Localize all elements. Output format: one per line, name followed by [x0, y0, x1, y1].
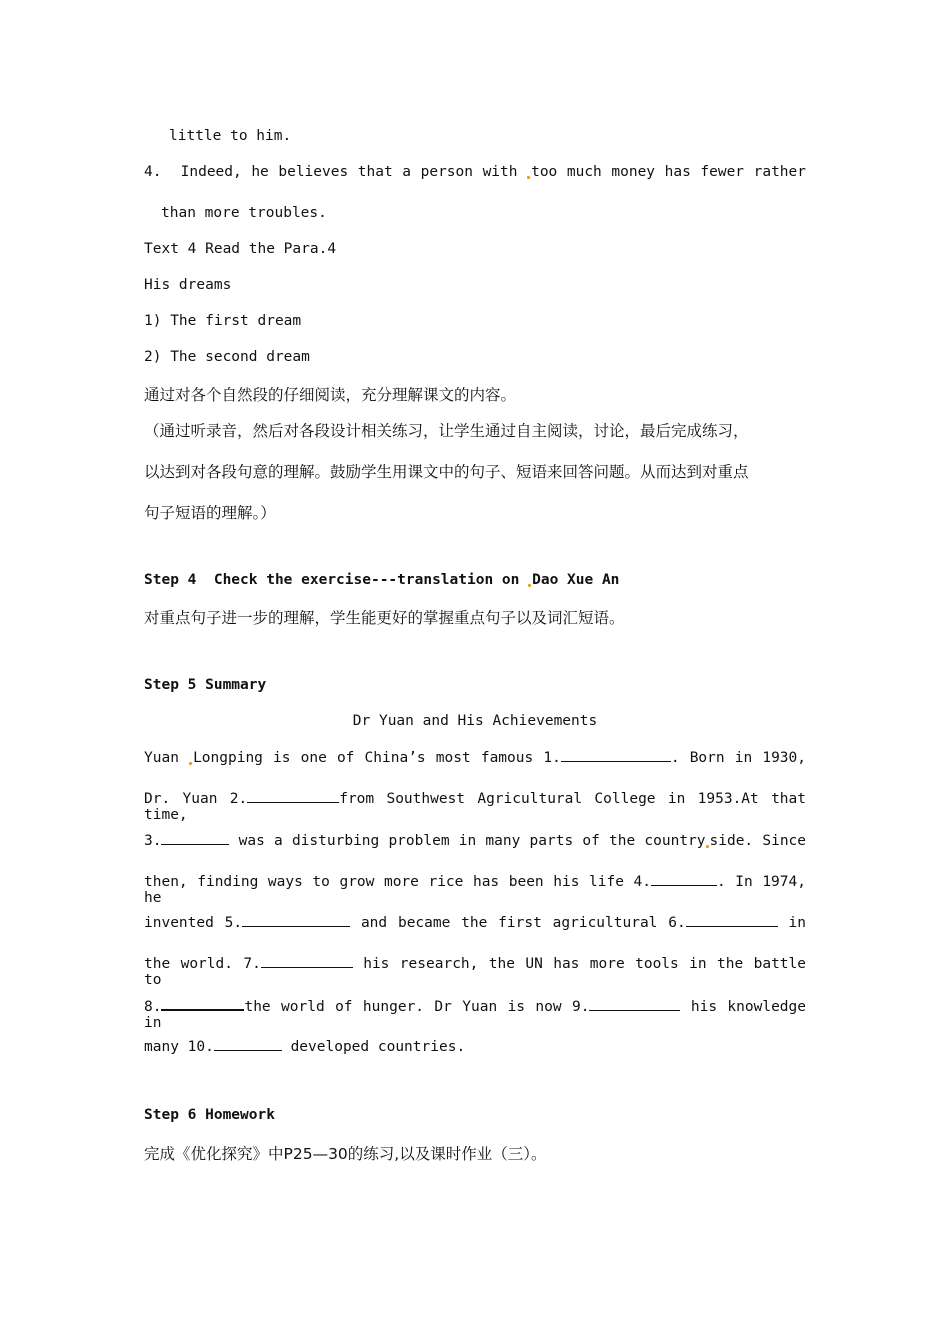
note-line-2: 以达到对各段句意的理解。鼓励学生用课文中的句子、短语来回答问题。从而达到对重点	[144, 463, 749, 481]
blank-4[interactable]	[651, 873, 717, 886]
dream-item-1: 1) The first dream	[144, 313, 302, 329]
blank-8[interactable]	[161, 997, 244, 1011]
text4-heading: Text 4 Read the Para.4	[144, 241, 337, 257]
step4-title: Step 4 Check the exercise---translation on Dao Xue An	[144, 572, 620, 588]
summary-title: Dr Yuan and His Achievements	[352, 713, 598, 729]
step6-title: Step 6 Homework	[144, 1107, 275, 1123]
step4-note: 对重点句子进一步的理解，学生能更好的掌握重点句子以及词汇短语。	[144, 609, 625, 627]
note-intro: 通过对各个自然段的仔细阅读，充分理解课文的内容。	[144, 386, 517, 404]
blank-6[interactable]	[686, 914, 778, 927]
edit-mark	[189, 762, 192, 765]
note-line-3: 句子短语的理解。）	[144, 504, 276, 522]
blank-9[interactable]	[589, 998, 680, 1011]
para3-item4-line1: 4. Indeed, he believes that a person with too much money has fewer rather	[144, 164, 806, 180]
summary-line-4: then, finding ways to grow more rice has been his life 4. . In 1974, he	[144, 874, 806, 906]
summary-line-6: the world. 7. his research, the UN has more tools in the battle to	[144, 956, 806, 988]
blank-3[interactable]	[161, 832, 229, 845]
edit-mark	[527, 176, 530, 179]
summary-line-8: many 10. developed countries.	[144, 1039, 466, 1055]
step6-note: 完成《优化探究》中P25—30的练习,以及课时作业（三）。	[144, 1145, 547, 1163]
blank-5[interactable]	[242, 914, 350, 927]
step5-title: Step 5 Summary	[144, 677, 267, 693]
para3-end-line: little to him.	[169, 128, 292, 144]
edit-mark	[706, 845, 709, 848]
blank-2[interactable]	[247, 790, 339, 803]
summary-line-2: Dr. Yuan 2. from Southwest Agricultural College in 1953.At that time,	[144, 791, 806, 823]
blank-10[interactable]	[214, 1038, 282, 1051]
para3-item4-line2: than more troubles.	[161, 205, 327, 221]
note-line-1: （通过听录音，然后对各段设计相关练习，让学生通过自主阅读，讨论，最后完成练习，	[144, 422, 749, 440]
blank-7[interactable]	[261, 955, 353, 968]
summary-line-5: invented 5. and became the first agricultural 6. in	[144, 915, 806, 931]
edit-mark	[528, 584, 531, 587]
blank-1[interactable]	[561, 749, 671, 762]
summary-line-1: Yuan Longping is one of China’s most famous 1. . Born in 1930,	[144, 750, 806, 766]
dream-item-2: 2) The second dream	[144, 349, 310, 365]
summary-line-7: 8. the world of hunger. Dr Yuan is now 9. his knowledge in	[144, 999, 807, 1031]
dreams-title: His dreams	[144, 277, 232, 293]
summary-line-3: 3. was a disturbing problem in many parts of the country side. Since	[144, 833, 807, 849]
